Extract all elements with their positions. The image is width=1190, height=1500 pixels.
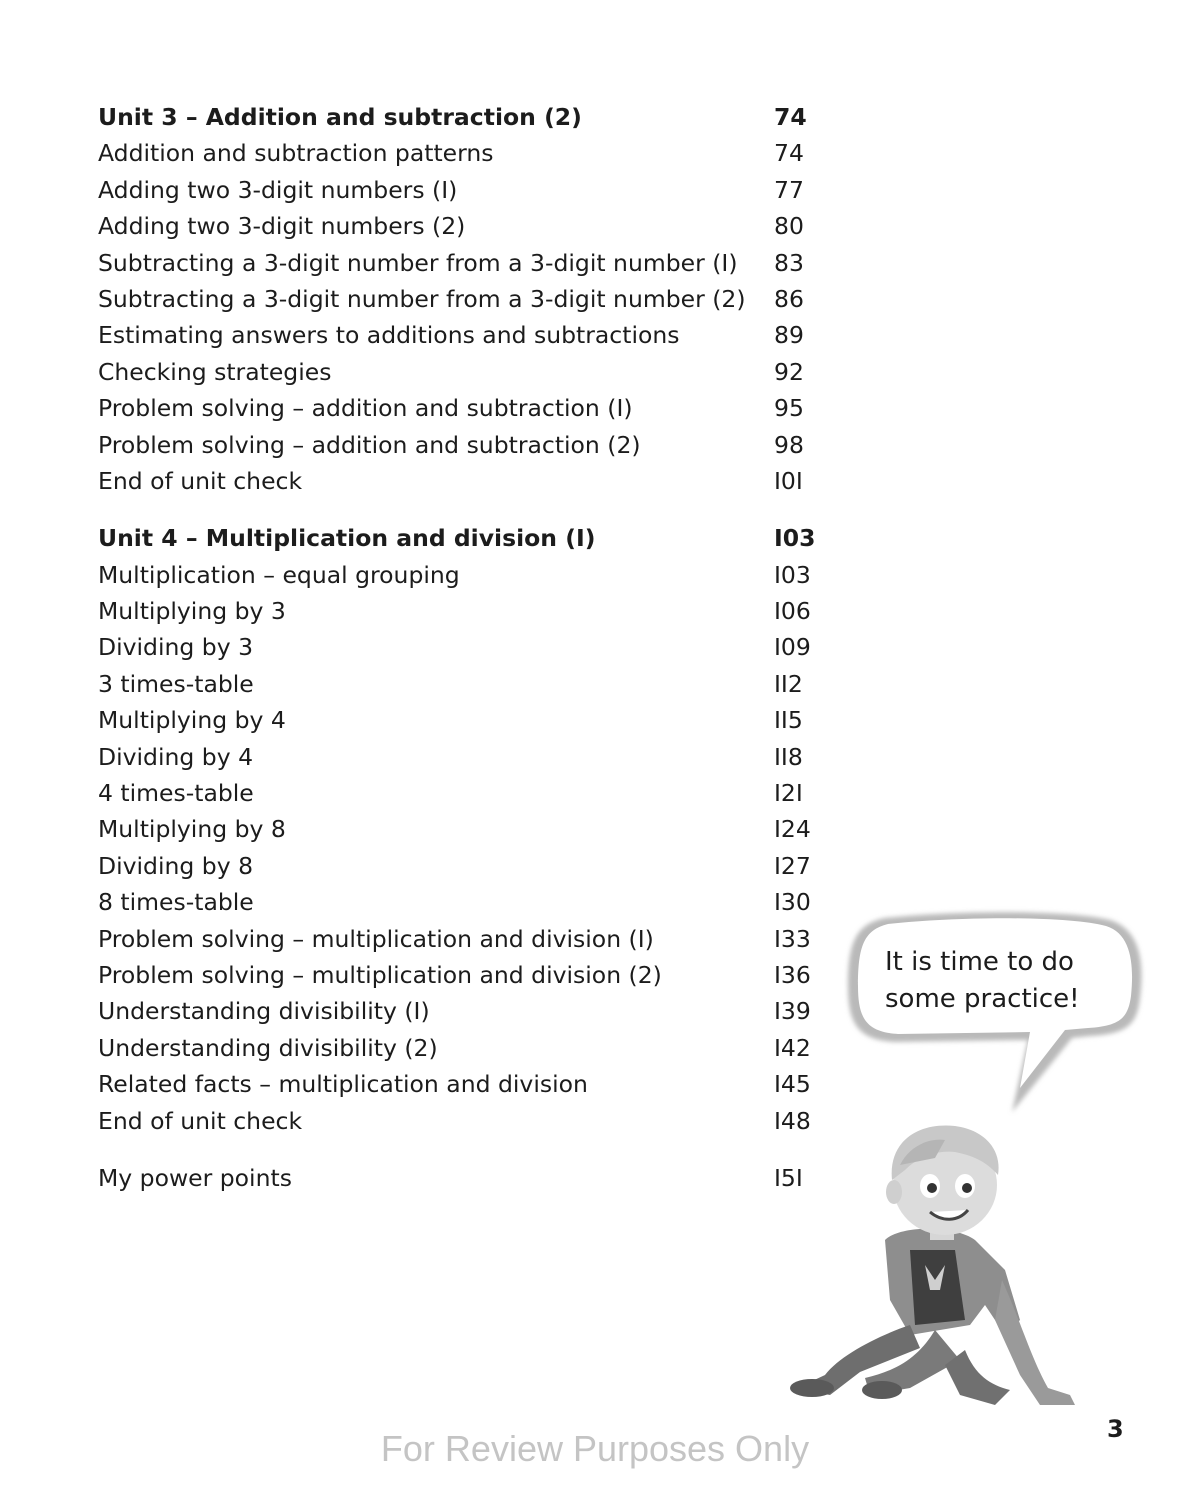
toc-entry-page: I30 — [774, 888, 811, 917]
toc-entry-page: 77 — [774, 175, 804, 204]
unit-heading[interactable] — [98, 99, 828, 135]
toc-entry-title: Multiplication – equal grouping — [98, 560, 460, 589]
toc-entry-page: I39 — [774, 997, 811, 1026]
toc-entry-title: Problem solving – multiplication and division (I) — [98, 924, 654, 953]
toc-entry[interactable] — [98, 354, 828, 390]
toc-entry[interactable] — [98, 739, 828, 775]
toc-entry-title: Multiplying by 3 — [98, 597, 286, 626]
toc-entry-page: I27 — [774, 851, 811, 880]
toc-entry-title: Addition and subtraction patterns — [98, 139, 494, 168]
toc-entry-title: End of unit check — [98, 466, 303, 495]
toc-entry[interactable] — [98, 629, 828, 665]
toc-entry[interactable] — [98, 848, 828, 884]
power-points-page: I5I — [774, 1163, 803, 1192]
toc-entry-page: 92 — [774, 357, 804, 386]
toc-entry-title: Dividing by 8 — [98, 851, 254, 880]
toc-entry-page: I0I — [774, 466, 803, 495]
toc-entry[interactable] — [98, 427, 828, 463]
toc-entry[interactable] — [98, 811, 828, 847]
toc-entry-page: 98 — [774, 430, 804, 459]
power-points-title: My power points — [98, 1163, 292, 1192]
toc-entry-page: I33 — [774, 924, 811, 953]
toc-entry-title: Subtracting a 3-digit number from a 3-digit number (I) — [98, 248, 738, 277]
speech-bubble — [840, 906, 1150, 1116]
toc-entry-title: Checking strategies — [98, 357, 332, 386]
toc-entry-page: I03 — [774, 560, 811, 589]
toc-entry[interactable] — [98, 1103, 828, 1139]
toc-entry[interactable] — [98, 390, 828, 426]
unit-heading-page: I03 — [774, 524, 816, 553]
review-watermark: For Review Purposes Only — [380, 1428, 810, 1469]
toc-entry-page: II8 — [774, 742, 803, 771]
toc-entry-title: Multiplying by 8 — [98, 815, 286, 844]
toc-entry[interactable] — [98, 245, 828, 281]
toc-entry-title: Multiplying by 4 — [98, 706, 286, 735]
toc-entry[interactable] — [98, 1030, 828, 1066]
toc-entry-title: Problem solving – addition and subtraction (I) — [98, 394, 633, 423]
toc-entry-title: Related facts – multiplication and division — [98, 1070, 588, 1099]
unit-3-section — [98, 99, 828, 499]
toc-entry[interactable] — [98, 702, 828, 738]
toc-entry-title: Estimating answers to additions and subtractions — [98, 321, 680, 350]
toc-entry[interactable] — [98, 135, 828, 171]
toc-entry-page: I24 — [774, 815, 811, 844]
unit-heading-title: Unit 4 – Multiplication and division (I) — [98, 524, 596, 553]
toc-entry-page: I48 — [774, 1106, 811, 1135]
toc-entry[interactable] — [98, 775, 828, 811]
toc-entry-title: Problem solving – multiplication and division (2) — [98, 960, 662, 989]
unit-heading[interactable] — [98, 520, 828, 556]
toc-entry-page: II5 — [774, 706, 803, 735]
unit-heading-page: 74 — [774, 103, 807, 131]
toc-entry[interactable] — [98, 593, 828, 629]
toc-entry-title: 3 times-table — [98, 669, 254, 698]
toc-entry-title: Adding two 3-digit numbers (I) — [98, 175, 458, 204]
toc-entry[interactable] — [98, 957, 828, 993]
toc-entry[interactable] — [98, 993, 828, 1029]
toc-entry[interactable] — [98, 921, 828, 957]
toc-entry-title: Understanding divisibility (I) — [98, 997, 430, 1026]
toc-entry[interactable] — [98, 317, 828, 353]
speech-bubble-text — [885, 944, 1115, 1018]
unit-heading-title: Unit 3 – Addition and subtraction (2) — [98, 103, 582, 131]
toc-entry-page: II2 — [774, 669, 803, 698]
unit-4-section — [98, 520, 828, 1139]
toc-entry-page: I42 — [774, 1033, 811, 1062]
toc-entry-title: Dividing by 4 — [98, 742, 254, 771]
toc-entry-page: I06 — [774, 597, 811, 626]
toc-entry-title: 8 times-table — [98, 888, 254, 917]
toc-entry-title: End of unit check — [98, 1106, 303, 1135]
toc-entry-page: 95 — [774, 394, 804, 423]
toc-entry-title: 4 times-table — [98, 779, 254, 808]
toc-entry-page: I45 — [774, 1070, 811, 1099]
toc-entry[interactable] — [98, 666, 828, 702]
toc-entry[interactable] — [98, 557, 828, 593]
power-points-entry[interactable] — [98, 1160, 828, 1196]
toc-entry-page: 74 — [774, 139, 804, 168]
toc-entry-title: Adding two 3-digit numbers (2) — [98, 212, 466, 241]
speech-bubble-line-2: some practice! — [885, 984, 1080, 1014]
toc-entry[interactable] — [98, 208, 828, 244]
toc-entry[interactable] — [98, 884, 828, 920]
page-number: 3 — [1107, 1415, 1124, 1443]
speech-bubble-line-1: It is time to do — [885, 947, 1074, 977]
toc-entry-page: 89 — [774, 321, 804, 350]
toc-entry-title: Dividing by 3 — [98, 633, 254, 662]
toc-entry-page: 83 — [774, 248, 804, 277]
toc-entry[interactable] — [98, 172, 828, 208]
cartoon-boy-illustration — [770, 1120, 1100, 1420]
toc-entry-title: Understanding divisibility (2) — [98, 1033, 438, 1062]
toc-entry[interactable] — [98, 281, 828, 317]
toc-entry-page: 86 — [774, 284, 804, 313]
toc-entry[interactable] — [98, 463, 828, 499]
toc-entry-page: I2I — [774, 779, 803, 808]
toc-entry-title: Subtracting a 3-digit number from a 3-digit number (2) — [98, 284, 746, 313]
table-of-contents — [98, 99, 828, 1196]
toc-entry-page: I09 — [774, 633, 811, 662]
toc-entry-page: 80 — [774, 212, 804, 241]
toc-entry-title: Problem solving – addition and subtraction (2) — [98, 430, 641, 459]
toc-entry-page: I36 — [774, 960, 811, 989]
toc-entry[interactable] — [98, 1066, 828, 1102]
